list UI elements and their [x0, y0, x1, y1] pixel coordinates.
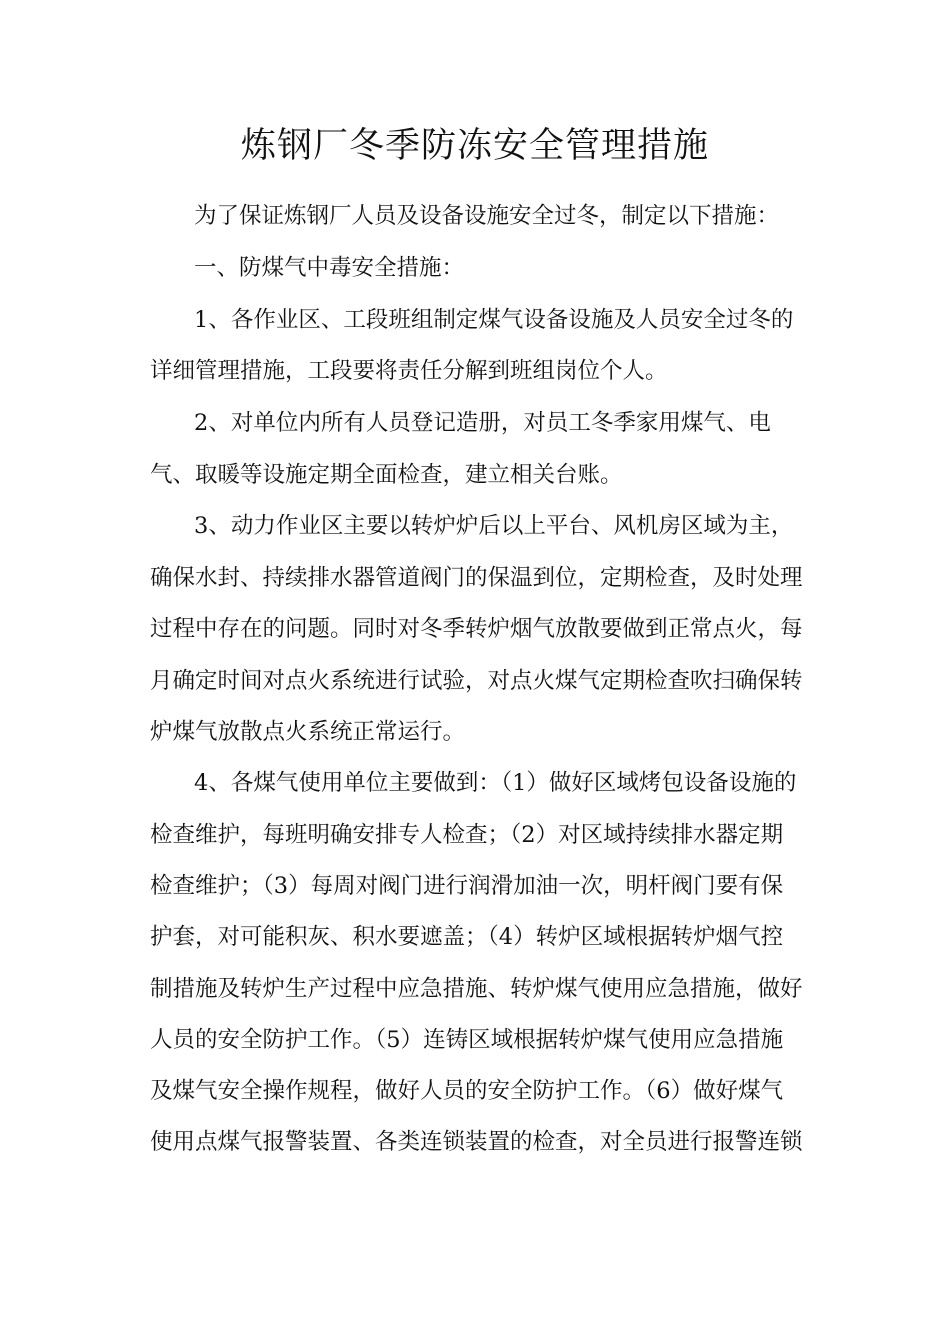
- paragraph-line: 详细管理措施，工段要将责任分解到班组岗位个人。: [150, 358, 668, 384]
- paragraph-line: 检查维护，每班明确安排专人检查；（2）对区域持续排水器定期: [150, 822, 784, 848]
- paragraph-line: 使用点煤气报警装置、各类连锁装置的检查，对全员进行报警连锁: [150, 1129, 803, 1155]
- paragraph-line: 月确定时间对点火系统进行试验，对点火煤气定期检查吹扫确保转: [150, 668, 803, 694]
- paragraph-line: 2、对单位内所有人员登记造册，对员工冬季家用煤气、电: [194, 410, 771, 436]
- paragraph-line: 及煤气安全操作规程，做好人员的安全防护工作。（6）做好煤气: [150, 1078, 784, 1104]
- paragraph-line: 人员的安全防护工作。（5）连铸区域根据转炉煤气使用应急措施: [150, 1027, 784, 1053]
- paragraph-line: 过程中存在的问题。同时对冬季转炉烟气放散要做到正常点火，每: [150, 616, 803, 642]
- paragraph-line: 炉煤气放散点火系统正常运行。: [150, 719, 466, 745]
- paragraph-line: 1、各作业区、工段班组制定煤气设备设施及人员安全过冬的: [194, 307, 794, 333]
- document-title: 炼钢厂冬季防冻安全管理措施: [240, 126, 709, 166]
- paragraph-line: 3、动力作业区主要以转炉炉后以上平台、风机房区域为主，: [194, 513, 794, 539]
- paragraph-line: 气、取暖等设施定期全面检查，建立相关台账。: [150, 462, 623, 488]
- paragraph-line: 为了保证炼钢厂人员及设备设施安全过冬，制定以下措施：: [194, 203, 780, 229]
- paragraph-line: 护套，对可能积灰、积水要遮盖；（4）转炉区域根据转炉烟气控: [150, 924, 784, 950]
- paragraph-line: 检查维护；（3）每周对阀门进行润滑加油一次，明杆阀门要有保: [150, 873, 784, 899]
- paragraph-line: 确保水封、持续排水器管道阀门的保温到位，定期检查，及时处理: [150, 565, 803, 591]
- paragraph-line: 制措施及转炉生产过程中应急措施、转炉煤气使用应急措施，做好: [150, 976, 803, 1002]
- paragraph-line: 一、防煤气中毒安全措施：: [194, 255, 465, 281]
- paragraph-line: 4、各煤气使用单位主要做到：（1）做好区域烤包设备设施的: [194, 770, 797, 796]
